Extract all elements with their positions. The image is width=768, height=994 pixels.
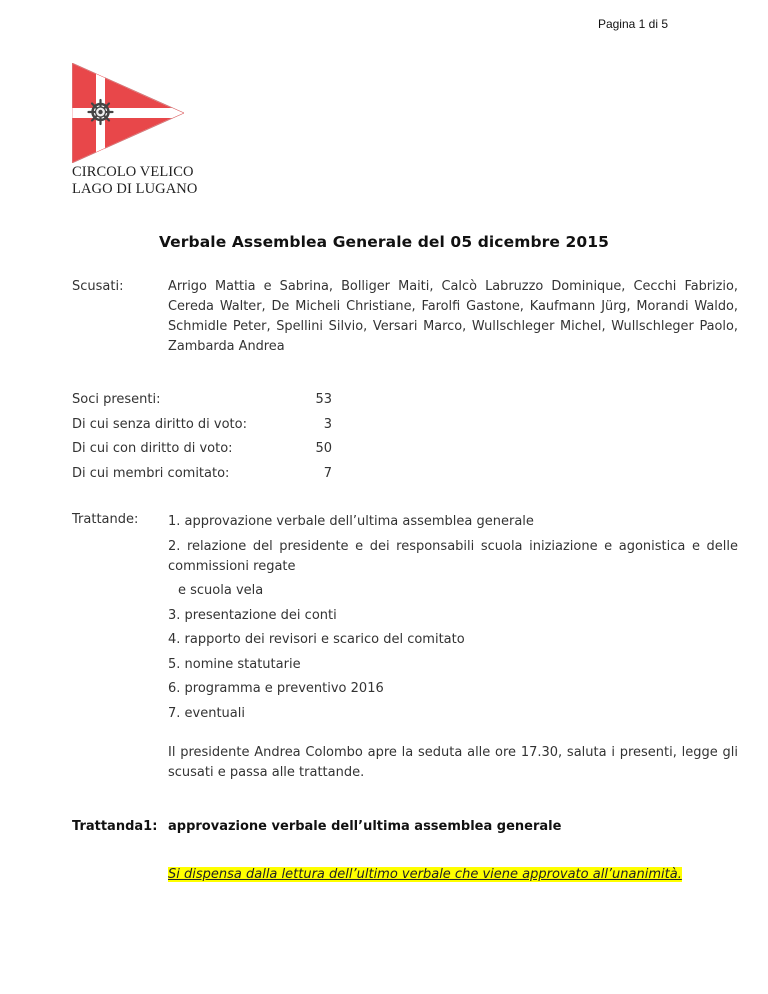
section-1-title: approvazione verbale dell’ultima assemblea generale <box>168 819 562 834</box>
stat-label: Soci presenti: <box>72 392 161 407</box>
highlighted-decision-text: Si dispensa dalla lettura dell’ultimo verbale che viene approvato all’unanimità. <box>168 867 682 882</box>
club-name <box>72 164 197 198</box>
agenda-item: 5. nomine statutarie <box>168 656 301 672</box>
club-name-line2: LAGO DI LUGANO <box>72 181 198 197</box>
excused-label: Scusati: <box>72 279 124 294</box>
stat-label: Di cui membri comitato: <box>72 465 230 481</box>
stat-row-committee-members <box>72 466 332 491</box>
club-name-line1: CIRCOLO VELICO <box>72 164 194 180</box>
agenda-item: 6. programma e preventivo 2016 <box>168 681 384 696</box>
agenda-item: 2. relazione del presidente e dei responsabili scuola iniziazione e agonistica e delle commissioni regate <box>168 538 738 574</box>
agenda-item: 7. eventuali <box>168 705 245 721</box>
agenda-item-continuation: e scuola vela <box>178 583 264 598</box>
ship-wheel-icon <box>89 100 113 124</box>
stat-label: Di cui senza diritto di voto: <box>72 416 247 432</box>
agenda-item: 1. approvazione verbale dell’ultima assemblea generale <box>168 514 534 529</box>
stat-label: Di cui con diritto di voto: <box>72 441 233 456</box>
page-number: Pagina 1 di 5 <box>597 17 668 31</box>
excused-names: Arrigo Mattia e Sabrina, Bolliger Maiti, Calcò Labruzzo Dominique, Cecchi Fabrizio, Cereda Walter, De Micheli Christiane, Farolfi Gastone, Kaufmann Jürg, Morandi Waldo, Schmidle Peter, Spellini Silvio, Versari Marco, Wullschleger Michel, Wullschleger Paolo, Zambarda Andrea <box>168 279 738 354</box>
opening-paragraph: Il presidente Andrea Colombo apre la seduta alle ore 17.30, saluta i presenti, legge gli scusati e passa alle trattande. <box>168 745 738 780</box>
section-1-label: Trattanda1: <box>72 819 158 834</box>
stat-value: 3 <box>323 416 332 432</box>
burgee-flag-icon <box>72 63 184 163</box>
stat-value: 7 <box>323 465 332 481</box>
document-title: Verbale Assemblea Generale del 05 dicembre 2015 <box>158 233 610 251</box>
agenda-label: Trattande: <box>72 512 139 527</box>
section-1-heading <box>72 819 562 834</box>
stat-value: 50 <box>315 441 332 456</box>
club-logo <box>72 63 184 163</box>
stat-row-without-vote <box>72 417 332 442</box>
stat-row-with-vote <box>72 441 332 466</box>
agenda-item: 4. rapporto dei revisori e scarico del comitato <box>168 632 465 647</box>
stat-row-members-present <box>72 392 332 417</box>
agenda-list <box>168 512 738 728</box>
attendance-stats <box>72 392 332 490</box>
section-1-decision <box>168 865 738 885</box>
stat-value: 53 <box>315 392 332 407</box>
agenda-item: 3. presentazione dei conti <box>168 607 337 623</box>
